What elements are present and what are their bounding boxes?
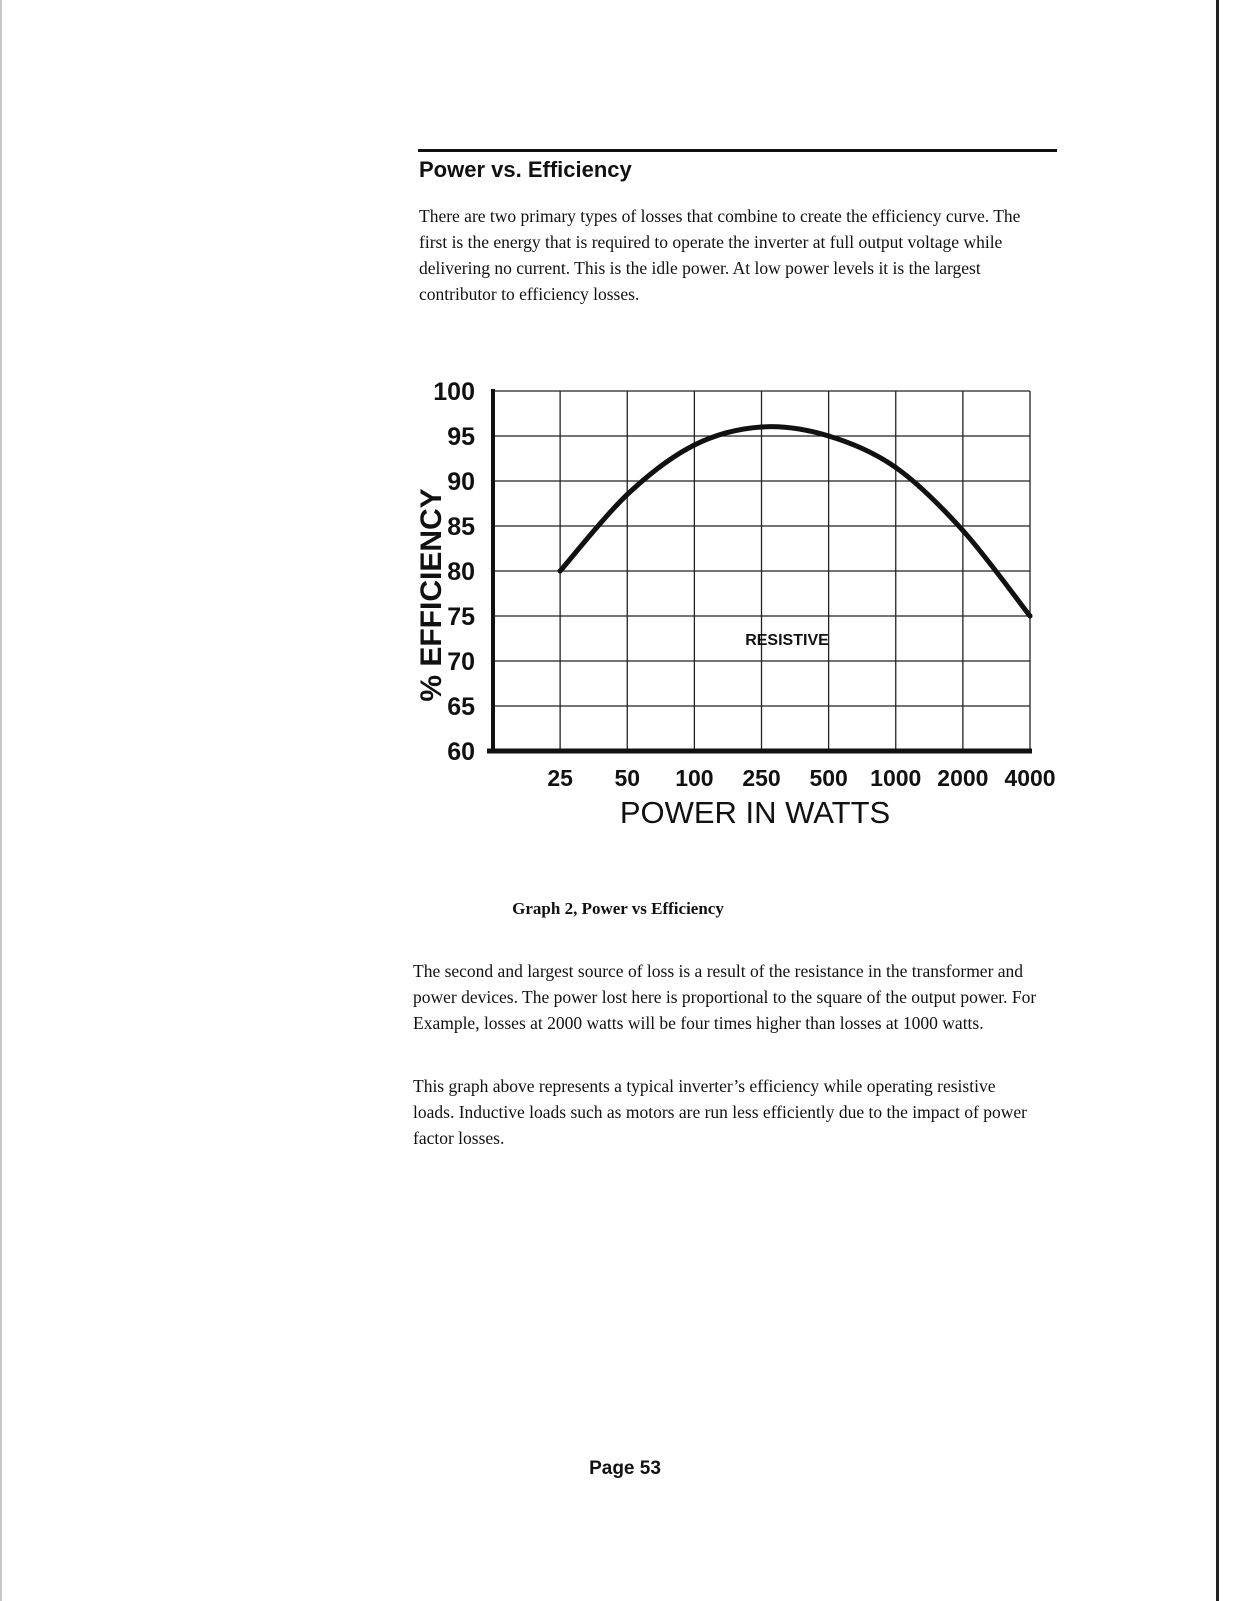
data-point (893, 465, 898, 470)
x-tick-label: 4000 (1004, 765, 1056, 791)
data-point (558, 569, 563, 574)
x-axis-label: POWER IN WATTS (619, 795, 891, 830)
data-point (692, 443, 697, 448)
inductive-paragraph: This graph above represents a typical inverter’s efficiency while operating resistive loads. Inductive loads such as motors are run less efficiently due to the impact of power factor losses. (413, 1076, 1027, 1148)
x-tick-label: 2000 (937, 765, 989, 791)
y-tick-label: 95 (447, 423, 475, 451)
page-number: Page 53 (589, 1458, 661, 1479)
data-point (826, 434, 831, 439)
y-tick-label: 85 (447, 513, 475, 541)
data-point (1028, 614, 1033, 619)
y-tick-label: 65 (447, 693, 475, 721)
x-tick-label: 25 (547, 765, 573, 791)
x-tick-label: 250 (742, 765, 781, 791)
heading-rule (418, 149, 1057, 152)
section-heading: Power vs. Efficiency (419, 157, 632, 182)
data-point (625, 492, 630, 497)
x-tick-label: 50 (614, 765, 641, 791)
resistive-annotation: RESISTIVE (745, 632, 829, 649)
chart-grid (493, 391, 1030, 751)
y-tick-label: 60 (447, 738, 475, 766)
efficiency-curve (560, 427, 1030, 616)
y-tick-label: 90 (447, 468, 475, 496)
x-tick-label: 500 (809, 765, 848, 791)
page-edge-left (0, 0, 2, 1601)
resistance-paragraph: The second and largest source of loss is a result of the resistance in the transformer and power devices. The power lost here is proportional to the square of the output power. For Example, losses at 2000 watts will be four times higher than losses at 1000 watts. (413, 961, 1037, 1033)
intro-paragraph: There are two primary types of losses that combine to create the efficiency curve. The first is the energy that is required to operate the inverter at full output voltage while delivering no current. This is the idle power. At low power levels it is the largest contributor to efficiency losses. (419, 206, 1021, 304)
data-point (960, 528, 965, 533)
efficiency-chart (395, 375, 1065, 835)
page-edge-right (1216, 0, 1219, 1601)
y-tick-label: 75 (447, 603, 475, 631)
data-point (759, 425, 764, 430)
y-tick-label: 70 (447, 648, 475, 676)
x-tick-labels (547, 765, 1055, 791)
y-axis-label: % EFFICIENCY (415, 488, 448, 702)
graph-caption: Graph 2, Power vs Efficiency (512, 899, 724, 918)
x-tick-label: 1000 (870, 765, 922, 791)
data-points (558, 425, 1033, 619)
y-tick-label: 100 (433, 378, 475, 406)
y-tick-label: 80 (447, 558, 475, 586)
x-tick-label: 100 (675, 765, 714, 791)
